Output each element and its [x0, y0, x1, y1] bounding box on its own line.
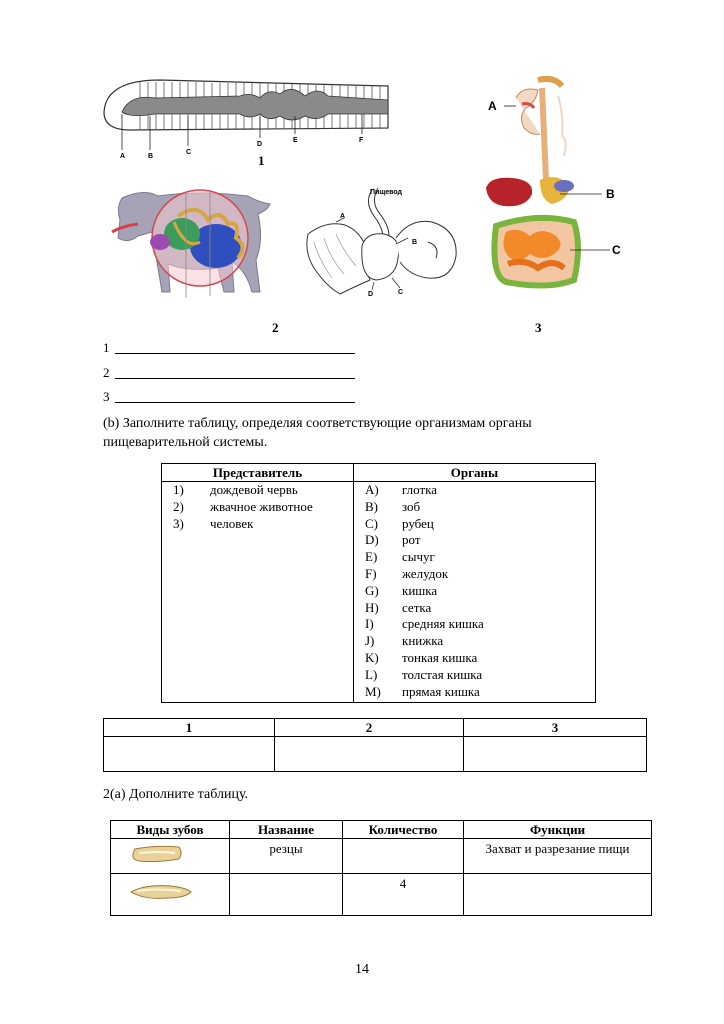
task-b-instruction: (b) Заполните таблицу, определяя соответствующие организмам органы пищеварительной системы. — [103, 416, 532, 450]
list-item: 1) дождевой червь — [173, 482, 298, 497]
incisor-tooth-icon — [115, 841, 195, 867]
answer-header-3: 3 — [464, 719, 647, 737]
stomach-label-a: A — [340, 213, 346, 220]
answer-line-2[interactable] — [103, 365, 110, 381]
list-item: H) сетка — [365, 599, 432, 615]
list-item: L) толстая кишка — [365, 666, 483, 682]
human-label-b: B — [606, 187, 615, 201]
canine-tooth-icon — [115, 876, 195, 906]
list-item: 2) жвачное животное — [173, 498, 313, 514]
tooth-name-cell[interactable]: резцы — [230, 839, 343, 874]
organs-table — [161, 463, 596, 703]
answer-cell-3[interactable] — [464, 737, 647, 772]
answer-header-1: 1 — [104, 719, 275, 737]
ruminant-stomach-diagram — [300, 182, 465, 302]
tooth-count-cell[interactable] — [343, 839, 464, 874]
list-item: F) желудок — [365, 565, 449, 581]
stomach-label-d: D — [368, 291, 374, 298]
tooth-function-cell[interactable] — [464, 874, 652, 916]
answer-line-1[interactable] — [103, 340, 110, 356]
answer-cell-2[interactable] — [275, 737, 464, 772]
page-number: 14 — [355, 962, 369, 977]
figure-3-number: 3 — [535, 320, 542, 335]
list-item: D) рот — [365, 532, 421, 548]
tooth-function-cell[interactable]: Захват и разрезание пищи — [464, 839, 652, 874]
list-item: K) тонкая кишка — [365, 649, 478, 665]
header-representative: Представитель — [162, 464, 354, 482]
answer-table — [103, 718, 647, 772]
list-item: C) рубец — [365, 515, 434, 531]
organs-cell — [354, 482, 596, 703]
header-organs: Органы — [354, 464, 596, 482]
answer-cell-1[interactable] — [104, 737, 275, 772]
list-item: J) книжка — [365, 633, 444, 649]
figure-1-number: 1 — [258, 153, 265, 168]
header-tooth-name: Название — [230, 821, 343, 839]
list-item: A) глотка — [365, 482, 438, 497]
human-label-c: C — [612, 243, 621, 257]
stomach-label-b: B — [412, 239, 418, 246]
earthworm-figure — [100, 72, 390, 172]
tooth-name-cell[interactable] — [230, 874, 343, 916]
answer-line-number: 1 — [103, 340, 110, 355]
tooth-image-cell — [111, 874, 230, 916]
human-digestive-figure — [478, 76, 628, 292]
list-item: I) средняя кишка — [365, 616, 484, 632]
earthworm-diagram — [100, 72, 390, 172]
answer-line-3[interactable] — [103, 389, 110, 405]
answer-line-number: 2 — [103, 365, 110, 380]
teeth-table — [110, 820, 652, 916]
list-item: B) зоб — [365, 498, 421, 514]
worm-label-a: A — [120, 153, 126, 160]
worm-label-c: C — [186, 149, 192, 156]
worm-label-e: E — [293, 137, 298, 144]
human-label-a: A — [488, 99, 497, 113]
worm-label-d: D — [257, 141, 263, 148]
cow-figure — [108, 180, 278, 305]
human-digestive-diagram — [478, 76, 628, 292]
task-2a-instruction: 2(а) Дополните таблицу. — [103, 787, 249, 802]
tooth-image-cell — [111, 839, 230, 874]
list-item: 3) человек — [173, 515, 254, 531]
answer-header-2: 2 — [275, 719, 464, 737]
worm-label-b: B — [148, 153, 154, 160]
representatives-cell — [162, 482, 354, 703]
header-tooth-type: Виды зубов — [111, 821, 230, 839]
answer-line-number: 3 — [103, 389, 110, 404]
header-tooth-function: Функции — [464, 821, 652, 839]
ruminant-stomach-figure — [300, 182, 465, 302]
header-tooth-count: Количество — [343, 821, 464, 839]
stomach-label-c: C — [398, 289, 404, 296]
tooth-count-cell[interactable]: 4 — [343, 874, 464, 916]
worm-label-f: F — [359, 137, 364, 144]
esophagus-caption: Пищевод — [370, 189, 402, 196]
cow-digestive-diagram — [108, 180, 278, 305]
figure-2-number: 2 — [272, 320, 279, 335]
list-item: E) сычуг — [365, 549, 435, 565]
list-item: M) прямая кишка — [365, 683, 480, 699]
list-item: G) кишка — [365, 582, 438, 598]
